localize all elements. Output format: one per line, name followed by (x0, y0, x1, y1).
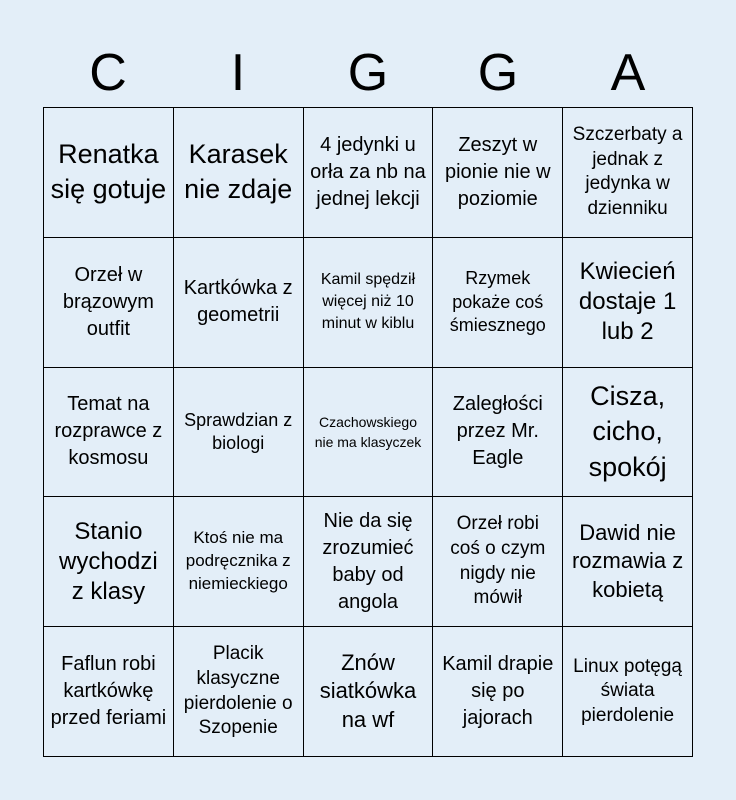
header-letter-g-2: G (477, 44, 519, 102)
bingo-cell[interactable]: Zaległości przez Mr. Eagle (433, 368, 563, 498)
bingo-cell[interactable]: Stanio wychodzi z klasy (44, 497, 174, 627)
bingo-cell[interactable]: Kamil spędził więcej niż 10 minut w kiblu (304, 238, 434, 368)
bingo-cell[interactable]: Zeszyt w pionie nie w poziomie (433, 108, 563, 238)
header-letter-a: A (610, 44, 646, 102)
bingo-cell[interactable]: Faflun robi kartkówkę przed feriami (44, 627, 174, 757)
bingo-cell[interactable]: Orzeł robi coś o czym nigdy nie mówił (433, 497, 563, 627)
bingo-cell[interactable]: Karasek nie zdaje (174, 108, 304, 238)
bingo-cell[interactable]: Placik klasyczne pierdolenie o Szopenie (174, 627, 304, 757)
header-letter-i: I (230, 44, 246, 102)
bingo-cell[interactable]: Rzymek pokaże coś śmiesznego (433, 238, 563, 368)
bingo-cell[interactable]: Orzeł w brązowym outfit (44, 238, 174, 368)
bingo-cell[interactable]: Kamil drapie się po jajorach (433, 627, 563, 757)
bingo-cell[interactable]: Znów siatkówka na wf (304, 627, 434, 757)
bingo-header (43, 38, 693, 108)
bingo-cell[interactable]: Czachowskiego nie ma klasyczek (304, 368, 434, 498)
bingo-cell[interactable]: Cisza, cicho, spokój (563, 368, 693, 498)
bingo-cell[interactable]: Temat na rozprawce z kosmosu (44, 368, 174, 498)
bingo-cell[interactable]: Kartkówka z geometrii (174, 238, 304, 368)
bingo-cell[interactable]: Dawid nie rozmawia z kobietą (563, 497, 693, 627)
bingo-cell[interactable]: Renatka się gotuje (44, 108, 174, 238)
bingo-cell[interactable]: Kwiecień dostaje 1 lub 2 (563, 238, 693, 368)
bingo-cell[interactable]: Szczerbaty a jednak z jedynka w dzienniku (563, 108, 693, 238)
bingo-cell[interactable]: Ktoś nie ma podręcznika z niemieckiego (174, 497, 304, 627)
bingo-board (43, 107, 693, 757)
bingo-cell[interactable]: Sprawdzian z biologi (174, 368, 304, 498)
header-letter-g: G (347, 44, 389, 102)
header-letter-c: C (89, 44, 127, 102)
bingo-cell[interactable]: Linux potęgą świata pierdolenie (563, 627, 693, 757)
bingo-cell[interactable]: Nie da się zrozumieć baby od angola (304, 497, 434, 627)
bingo-cell[interactable]: 4 jedynki u orła za nb na jednej lekcji (304, 108, 434, 238)
